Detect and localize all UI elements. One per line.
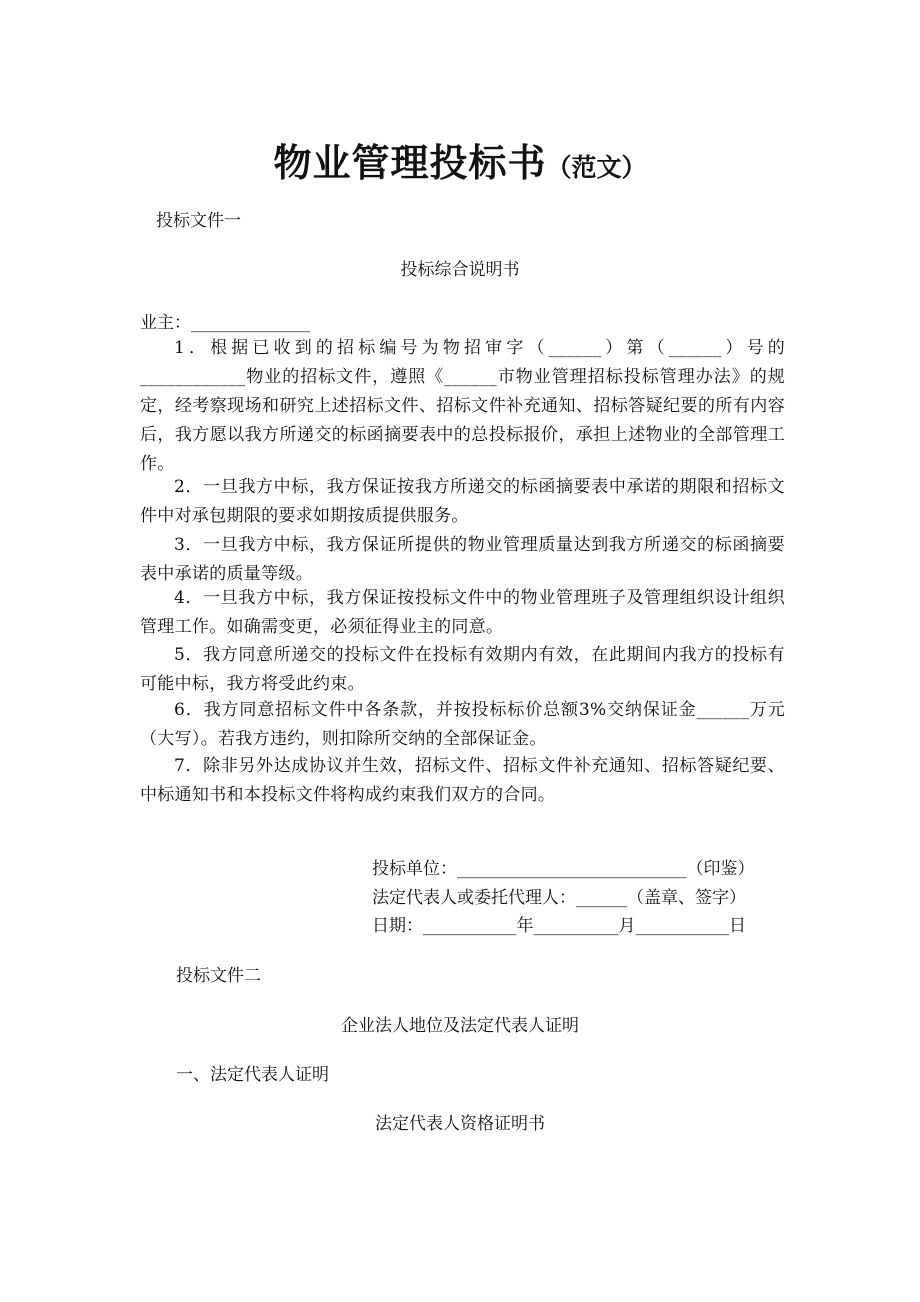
document-title	[0, 132, 920, 187]
clause-1: 1．根据已收到的招标编号为物招审字（______）第（______）号的____________物业的招标文件，遵照《______市物业管理招标投标管理办法》的规定，经考察现场和研究上述招标文件、招标文件补充通知、招标答疑纪要的所有内容后，我方愿以我方所递交的标函摘要表中的总投标报价，承担上述物业的全部管理工作。	[140, 338, 785, 474]
signature-date: 日期：___________年__________月___________日	[372, 916, 746, 936]
clause-2: 2．一旦我方中标，我方保证按我方所递交的标函摘要表中承诺的期限和招标文件中对承包期限的要求如期按质提供服务。	[140, 477, 785, 526]
clause-5: 5．我方同意所递交的投标文件在投标有效期内有效，在此期间内我方的投标有可能中标，我方将受此约束。	[140, 645, 785, 694]
title-suffix: （范文）	[546, 153, 647, 182]
clause-6: 6．我方同意招标文件中各条款，并按投标标价总额3%交纳保证金______万元（大写）。若我方违约，则扣除所交纳的全部保证金。	[140, 700, 785, 749]
subsection1-label: 一、法定代表人证明	[176, 1065, 329, 1085]
signature-bidder: 投标单位：___________________________（印鉴）	[372, 859, 755, 879]
signature-representative: 法定代表人或委托代理人：______（盖章、签字）	[372, 888, 746, 908]
section2-heading: 企业法人地位及法定代表人证明	[341, 1016, 579, 1036]
title-main: 物业管理投标书	[273, 140, 547, 185]
subsection1-heading: 法定代表人资格证明书	[375, 1114, 545, 1134]
section2-label: 投标文件二	[176, 966, 261, 986]
clause-4: 4．一旦我方中标，我方保证按投标文件中的物业管理班子及管理组织设计组织管理工作。如确需变更，必须征得业主的同意。	[140, 588, 785, 637]
section1-label: 投标文件一	[156, 211, 241, 231]
clause-7: 7．除非另外达成协议并生效，招标文件、招标文件补充通知、招标答疑纪要、中标通知书和本投标文件将构成约束我们双方的合同。	[140, 756, 785, 805]
section1-heading: 投标综合说明书	[400, 260, 520, 280]
owner-line: 业主：______________	[140, 313, 310, 333]
clause-3: 3．一旦我方中标，我方保证所提供的物业管理质量达到我方所递交的标函摘要表中承诺的质量等级。	[140, 535, 785, 584]
